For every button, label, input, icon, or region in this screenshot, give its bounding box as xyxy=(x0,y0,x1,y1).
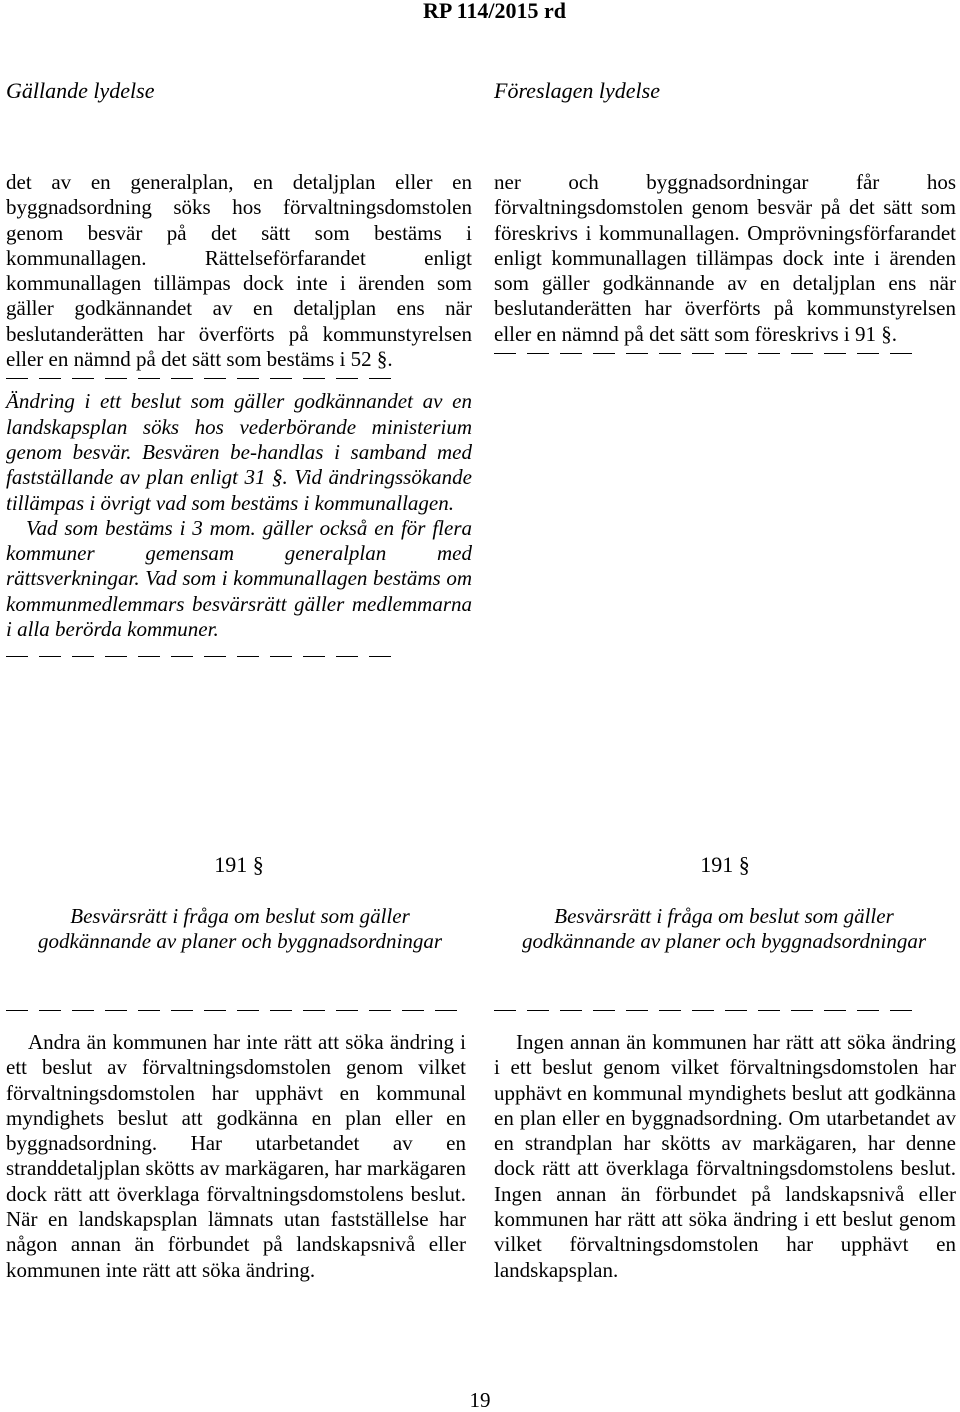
omission-dashes xyxy=(494,353,956,354)
document-header: RP 114/2015 rd xyxy=(422,0,566,23)
left-top-text xyxy=(6,170,472,657)
left-column-title: Gällande lydelse xyxy=(6,78,155,103)
section-title-left: Besvärsrätt i fråga om beslut som gäller godkännande av planer och byggnadsordningar xyxy=(37,904,442,953)
omission-dashes xyxy=(6,378,472,379)
page-number: 19 xyxy=(469,1388,491,1412)
omission-dashes xyxy=(6,656,472,657)
right-paragraph-1: ner och byggnadsordningar får hos förvaltningsdomstolen genom besvär på det sätt som föreskrivs i kommunallagen. Omprövningsförfarandet enligt kommunallagen tillämpas dock inte i ärenden som gäller godkännande av en detaljplan ens när beslutanderätten har överförts på kommunstyrelsen eller en nämnd på det sätt som föreskrivs i 91 §. xyxy=(494,170,956,346)
left-paragraph-1: det av en generalplan, en detaljplan eller en byggnadsordning söks hos förvaltningsdomstolen genom besvär på det sätt som bestäms i kommunallagen. Rättelseförfarandet enligt kommunallagen tillämpas dock inte i ärenden som gäller godkännandet av en detaljplan ens när beslutanderätten har överförts på kommunstyrelsen eller en nämnd på det sätt som bestäms i 52 §. xyxy=(6,170,472,372)
left-paragraph-3: Vad som bestäms i 3 mom. gäller också en för flera kommuner gemensam generalplan med rättsverkningar. Vad som i kommunallagen bestäms om kommunmedlemmars besvärsrätt gäller medlemmarna i alla berörda kommuner. xyxy=(6,515,472,642)
section-number-right: 191 § xyxy=(700,852,750,877)
section-body-left xyxy=(6,1030,466,1283)
left-paragraph-2: Ändring i ett beslut som gäller godkännandet av en landskapsplan söks hos vederbörande ministerium genom besvär. Besvären be-handlas i samband med fastställande av plan enligt 31 §. Vid ändringssökande tillämpas i övrigt vad som bestäms i kommunallagen. xyxy=(6,389,472,515)
right-column-title: Föreslagen lydelse xyxy=(494,78,660,103)
section-number-left: 191 § xyxy=(214,852,264,877)
section-body-right xyxy=(494,1030,956,1283)
right-top-text xyxy=(494,170,956,354)
omission-dashes xyxy=(494,1010,912,1011)
omission-dashes xyxy=(6,1010,457,1011)
section-body-right-text: Ingen annan än kommunen har rätt att söka ändring i ett beslut genom vilket förvaltningsdomstolen har upphävt en kommunal myndighets beslut att godkänna en plan eller en byggnadsordning. Om utarbetandet av en strandplan har skötts av markägaren, har denne dock rätt att överklaga förvaltningsdomstolens beslut. Ingen annan än förbundet på landskapsnivå eller kommunen har rätt att söka ändring i ett beslut genom vilket förvaltningsdomstolen har upphävt en landskapsplan. xyxy=(494,1030,956,1282)
section-body-left-text: Andra än kommunen har inte rätt att söka ändring i ett beslut av förvaltningsdomstolen genom vilket förvaltningsdomstolen har upphävt en kommunal myndighets beslut att godkänna en plan eller en byggnadsordning. Har utarbetandet av en stranddetaljplan skötts av markägaren, har markägaren dock rätt att överklaga förvaltningsdomstolens beslut. När en landskapsplan lämnats utan fastställelse har någon annan än förbundet på landskapsnivå eller kommunen inte rätt att söka ändring. xyxy=(6,1030,466,1282)
section-title-right: Besvärsrätt i fråga om beslut som gäller godkännande av planer och byggnadsordningar xyxy=(521,904,926,953)
